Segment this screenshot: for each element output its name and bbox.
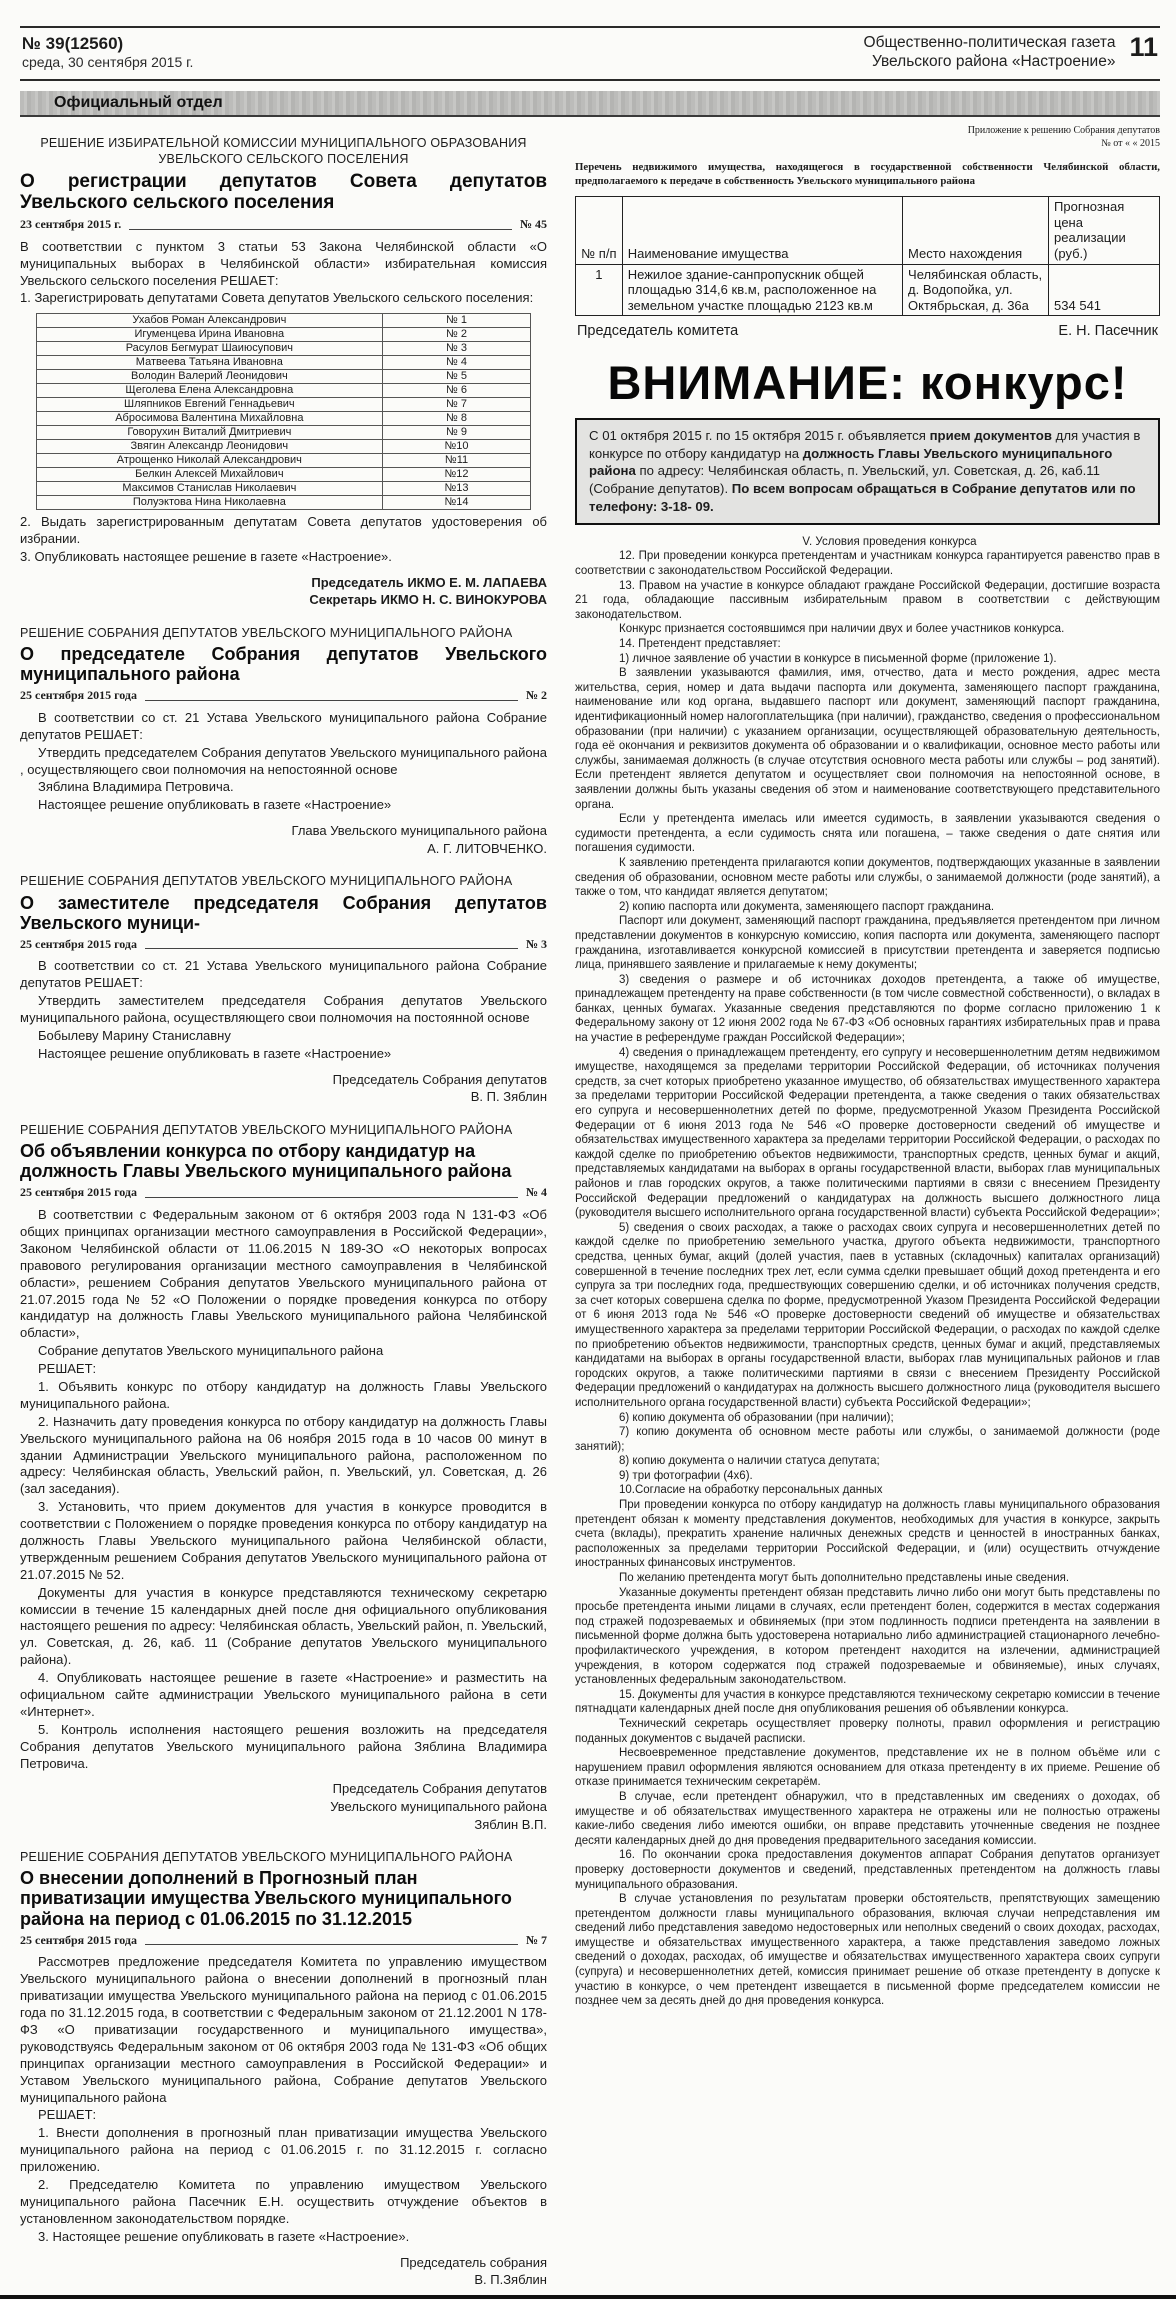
article-paragraph: Настоящее решение опубликовать в газете «Настроение» [38,1045,392,1061]
deputy-row [36,356,530,370]
deputy-row [36,468,530,482]
appendix-note-line1: Приложение к решению Собрания депутатов [967,125,1160,137]
conditions-paragraph: 13. Правом на участие в конкурсе обладают граждане Российской Федерации, достигшие возраста 21 года, обладающие пассивным избирательным правом в соответствии с действующим законодательством. [575,579,1160,621]
paper-block [864,34,1158,71]
conditions-paragraph: 9) три фотографии (4х6). [619,1469,753,1482]
right-column [575,125,1160,2288]
article-dateline [20,688,547,704]
conditions-paragraph: 12. При проведении конкурса претендентам и участникам конкурса гарантируется равенство прав в соответствии с законодательством Российской Федерации. [575,550,1160,578]
dateline-rule [145,948,518,949]
article-dateline [20,937,547,953]
conditions-paragraph: 15. Документы для участия в конкурсе представляются техническому секретарю комиссии в течение пятнадцати календарных дней после дня опубликования решения об объявлении конкурса. [575,1688,1160,1716]
conditions-paragraph: 8) копию документа о наличии статуса депутата; [619,1455,880,1468]
article-headline: О регистрации депутатов Совета депутатов Увельского сельского поселения [20,170,547,213]
deputy-name: Матвеева Татьяна Ивановна [36,356,382,370]
signature-line: Зяблин В.П. [474,1816,547,1832]
deputy-name: Володин Валерий Леонидович [36,370,382,384]
property-header-num: № п/п [576,197,623,264]
conditions-paragraph: 5) сведения о своих расходах, а также о расходах своих супруга и несовершеннолетних детей по каждой сделке по приобретению земельного участка, другого объекта недвижимости, транспортного средства, ценных бумаг, акций (долей участия, паев в уставных (складочных) капиталах организаций) совершенной в течение последних трех лет, если сумма сделки превышает общий доход претендента и его супруга за три последних года, предшествующих совершению сделки, и об источниках получения средств, за счет которых совершена сделка по форме, предусмотренной Указом Президента Российской Федерации от 6 июня 2013 года № 546 «О проверке достоверности сведений об имуществе и обязательствах имущественного характера за пределами территории Российской Федерации, о расходах по каждой сделке по приобретению объектов недвижимости, транспортных средств, ценных бумаг и акций, представляемых кандидатами на выборах в органы государственной власти, выборах глав муниципальных районов и глав городских округов, а также политическими партиями в связи с внесением Президенту Российской Федерации предложений о кандидатурах на должность высшего должностного лица (руководителя высшего исполнительного органа государственной власти) субъекта Российской Федерации»; [575,1221,1160,1409]
issue-block [22,34,193,70]
property-table [575,196,1160,316]
article-paragraph: Документы для участия в конкурсе представляются техническому секретарю комиссии в течение 15 календарных дней после дня официального опубликования настоящего решения по адресу: Челябинская область, Увельский район, п. Увельский, ул. Советская, д. 26, каб. 11 (Собрание депутатов Увельского муниципального района). [20,1584,547,1668]
notice-text-segment: для участия в конкурсе по отбору кандидатур на [589,427,1141,461]
article-dateline [20,1933,547,1949]
deputy-row [36,440,530,454]
page-number: 11 [1129,32,1158,62]
property-cell-price: 534 541 [1049,264,1160,316]
article-number: № 3 [525,936,547,951]
article-date: 23 сентября 2015 г. [20,217,122,232]
article-date: 25 сентября 2015 года [20,936,137,951]
dateline-rule [145,700,518,701]
notice-text-segment: прием документов [929,427,1052,443]
issue-date: среда, 30 сентября 2015 г. [22,53,194,70]
deputy-row [36,342,530,356]
article-headline: О председателе Собрания депутатов Увельского муниципального района [20,643,547,685]
article-date: 25 сентября 2015 года [20,1185,137,1200]
conditions-paragraph: В случае, если претендент обнаружил, что в представленных им сведениях о доходах, об имуществе и об обязательствах имущественного характера не отражены или не полностью отражены какие-либо сведения либо имеются ошибки, он вправе представить уточненные сведения не позднее десяти календарных дней до дня проведения предварительного заседания комиссии. [575,1790,1160,1847]
section-bar [20,91,1160,117]
conditions-paragraph: 3) сведения о размере и об источниках доходов претендента, а также об имуществе, принадлежащем претенденту на праве собственности (в том числе совместной собственности), о вкладах в банках, ценных бумагах. Указанные сведения представляются по форме согласно приложению 1 к Федеральному закону от 12 июня 2002 года № 67-ФЗ «Об основных гарантиях избирательных прав и права на участие в референдуме граждан Российской Федерации»; [575,973,1160,1045]
conditions-paragraph: 7) копию документа об основном месте работы или службы, о занимаемой должности (роде занятий); [575,1426,1160,1453]
paper-title-line2: Увельского района «Настроение» [872,52,1116,70]
article-paragraph: В соответствии со ст. 21 Устава Увельского муниципального района Собрание депутатов РЕШАЕТ: [20,958,547,991]
deputy-row [36,426,530,440]
article-signature [20,1780,547,1833]
article-paragraph: Утвердить заместителем председателя Собрания депутатов Увельского муниципального района, осуществляющего свои полномочия на постоянной основе [20,993,547,1026]
notice-text-segment: С 01 октября 2015 г. по 15 октября 2015 г. объявляется [589,427,930,443]
section-title: Официальный отдел [54,94,223,112]
issue-number: № 39(12560) [22,34,124,53]
deputy-row [36,328,530,342]
deputy-name: Говорухин Виталий Дмитриевич [36,426,382,440]
article-vice-chairman [20,873,547,1106]
property-cell-num: 1 [576,264,623,316]
property-header-name: Наименование имущества [622,197,902,264]
conditions-heading: V. Условия проведения конкурса [802,535,977,548]
article-paragraph: 2. Председателю Комитета по управлению имуществом Увельского муниципального района Пасечник Е.Н. осуществить отчуждение объектов в установленном законодательством порядке. [20,2176,547,2226]
deputy-district-number: №13 [382,482,530,496]
conditions-paragraph: Указанные документы претендент обязан представить лично либо они могут быть представлены по просьбе претендента иными лицами в случаях, если претендент болен, содержится в местах содержания под стражей подозреваемых и обвиняемых (при этом подлинность подписи претендента на заявлении в письменной форме должна быть удостоверена нотариально либо администрацией стационарного лечебно-профилактического учреждения, в котором претендент находится на излечении, администрацией учреждения, в котором содержатся под стражей подозреваемые и обвиняемые), иных случаях, установленных федеральным законодательством. [575,1586,1160,1687]
signature-line: Председатель собрания [400,2254,547,2270]
dateline-rule [145,1944,518,1945]
signature-line: Председатель Собрания депутатов [332,1781,547,1797]
deputy-row [36,482,530,496]
conditions-paragraph: 10.Согласие на обработку персональных данных [619,1484,883,1497]
deputy-district-number: № 4 [382,356,530,370]
article-headline: О внесении дополнений в Прогнозный план приватизации имущества Увельского муниципального района на период с 01.06.2015 по 31.12.2015 [20,1868,512,1929]
article-kicker: РЕШЕНИЕ СОБРАНИЯ ДЕПУТАТОВ УВЕЛЬСКОГО МУНИЦИПАЛЬНОГО РАЙОНА [20,1122,513,1137]
property-header-price: Прогнозная цена реализации (руб.) [1049,197,1160,264]
conditions-paragraph: Несвоевременное представление документов, представление их не в полном объёме или с нарушением правил оформления являются основанием для отказа претенденту в их приеме. Решение об отказе принимается техническим секретарём. [575,1747,1160,1789]
content-columns [20,125,1160,2288]
deputy-row [36,384,530,398]
article-contest-announcement [20,1122,547,1833]
notice-text-segment: по адресу: Челябинская область, п. Увельский, ул. Советская, д. 26, каб.11 (Собрание депутатов). [589,463,1101,497]
article-paragraph: 3. Установить, что прием документов для участия в конкурсе проводится в соответствии с Положением о порядке проведения конкурса по отбору кандидатур на должность Главы Увельского муниципального района Челябинской области, утвержденным решением Собрания депутатов Увельского муниципального района от 21.07.2015 № 52. [20,1499,547,1582]
conditions-paragraph: В случае установления по результатам проверки обстоятельств, препятствующих замещению претендентом должности главы муниципального образования, включая случаи непредставления им сведений либо представления заведомо недостоверных или неполных сведений о своих доходах, расходах, имуществе и обязательствах имущественного характера, а также представления заведомо ложных сведений о доходах, расходах, об имуществе и обязательствах имущественного характера своих супруги (супруга) и несовершеннолетних детей, комиссия принимает решение об отказе претенденту в допуске к участию в конкурсе, о чем претендент извещается в письменной форме председателем комиссии не позднее чем за десять дней до дня проведения конкурса. [575,1893,1160,2008]
appendix-note-line2: № от « « 2015 [1101,137,1160,149]
article-date: 25 сентября 2015 года [20,688,137,703]
conditions-paragraph: Паспорт или документ, заменяющий паспорт гражданина, предъявляется претендентом при личном представлении документов в конкурсную комиссию, копия паспорта или документа, заменяющего паспорт гражданина, изготавливается конкурсной комиссией в присутствии претендента и заверяется подписью лица, принявшего заявление и прилагаемые к нему документы; [575,915,1160,972]
contest-conditions [575,535,1160,2009]
deputy-district-number: № 8 [382,412,530,426]
deputy-district-number: № 3 [382,342,530,356]
page-header [20,26,1160,81]
property-table-header-row [576,197,1160,264]
deputy-name: Расулов Бегмурат Шаиюсупович [36,342,382,356]
article-date: 25 сентября 2015 года [20,1932,137,1947]
contest-notice-box [575,418,1160,525]
article-dateline [20,1185,547,1201]
conditions-paragraph: 14. Претендент представляет: [619,638,781,651]
deputy-name: Щеголева Елена Александровна [36,384,382,398]
article-paragraph: В соответствии со ст. 21 Устава Увельского муниципального района Собрание депутатов РЕШАЕТ: [20,709,547,742]
article-kicker: РЕШЕНИЕ СОБРАНИЯ ДЕПУТАТОВ УВЕЛЬСКОГО МУНИЦИПАЛЬНОГО РАЙОНА [20,625,513,640]
article-signature [20,2254,547,2289]
deputy-name: Полуэктова Нина Николаевна [36,495,382,509]
deputy-district-number: №10 [382,440,530,454]
article-privatization-plan [20,1849,547,2289]
article-paragraph: 4. Опубликовать настоящее решение в газете «Настроение» и разместить на официальном сайте администрации Увельского муниципального района в сети «Интернет». [20,1670,547,1719]
dateline-rule [145,1197,518,1198]
left-column [20,125,547,2288]
conditions-paragraph: При проведении конкурса по отбору кандидатур на должность главы муниципального образования претендент обязан к моменту представления документов, необходимых для участия в конкурсе, закрыть счета (вклады), прекратить хранение наличных денежных средств и ценностей в иностранных банках, расположенных за пределами территории Российской Федерации, и (или) осуществить отчуждение иностранных финансовых инструментов. [575,1499,1160,1570]
deputy-district-number: № 2 [382,328,530,342]
article-paragraph: Зяблина Владимира Петровича. [38,779,234,795]
deputy-name: Белкин Алексей Михайлович [36,468,382,482]
conditions-paragraph: К заявлению претендента прилагаются копии документов, подтверждающих указанные в заявлении сведения об образовании, основном месте работы или службы, о занимаемой должности (роде занятий), а также о том, что кандидат является депутатом; [575,856,1160,899]
conditions-paragraph: 16. По окончании срока предоставления документов аппарат Собрания депутатов организует проверку достоверности документов и сведений, представленных претендентом на должность главы муниципального образования. [575,1849,1160,1891]
deputy-name: Атрощенко Николай Александрович [36,454,382,468]
article-headline: О заместителе председателя Собрания депутатов Увельского муници- [20,892,547,933]
article-number: № 45 [519,217,547,232]
conditions-paragraph: В заявлении указываются фамилия, имя, отчество, дата и место рождения, адрес места жительства, серия, номер и дата выдачи паспорта или документа, заменяющего паспорт гражданина, наименование или код органа, выдавшего паспорт или документ, заменяющий паспорт гражданина, идентификационный номер налогоплательщика (при наличии), гражданство, сведения о профессиональном образовании (при наличии) с указанием организации, осуществляющей образовательную деятельность, года её окончания и реквизитов документа об образовании и о квалификации, основное место работы или службы, занимаемая должность (в случае отсутствия основного места работы или службы – род занятий). Если претендент является депутатом и осуществляет свои полномочия на непостоянной основе, в заявлении должны быть указаны сведения об этом и наименование соответствующего представительного органа. [575,667,1160,811]
property-cell-name: Нежилое здание-санпропускник общей площадью 314,6 кв.м, расположенное на земельном участке площадью 2123 кв.м [622,264,902,316]
deputy-district-number: №11 [382,454,530,468]
paper-title [864,34,1116,71]
article-paragraph: 3. Настоящее решение опубликовать в газете «Настроение». [38,2228,410,2244]
article-paragraph: 2. Назначить дату проведения конкурса по отбору кандидатур на должность Главы Увельского муниципального района на 06 ноября 2015 года в 10 часов 00 минут в здании Администрации Увельского муниципального района, расположенном по адресу: Челябинская область, Увельский район, п. Увельский, ул. Советская, д. 26 (зал заседания). [20,1413,547,1497]
property-cell-location: Челябинская область, д. Водопойка, ул. Октябрьская, д. 36а [903,264,1049,316]
article-signature [20,1071,547,1106]
article-number: № 7 [525,1932,547,1947]
article-paragraph: В соответствии с Федеральным законом от 6 октября 2003 года N 131-ФЗ «Об общих принципах организации местного самоуправления в Российской Федерации», Законом Челябинской области от 11.06.2015 N 189-ЗО «О некоторых вопросах правового регулирования организации местного самоуправления в Челябинской области», решением Собрания депутатов Увельского муниципального района от 21.07.2015 года № 52 «О Положении о порядке проведения конкурса по отбору кандидатур на должность Главы Увельского муниципального района Челябинской области», [20,1207,547,1341]
article-paragraph: В соответствии с пунктом 3 статьи 53 Закона Челябинской области «О муниципальных выборах в Челябинской области» избирательная комиссия Увельского сельского поселения РЕШАЕТ: [20,238,547,288]
dateline-rule [129,229,512,230]
article-kicker: РЕШЕНИЕ СОБРАНИЯ ДЕПУТАТОВ УВЕЛЬСКОГО МУНИЦИПАЛЬНОГО РАЙОНА [20,1850,513,1865]
conditions-paragraph: Технический секретарь осуществляет проверку полноты, правил оформления и регистрацию поданных документов с выдачей расписки. [575,1717,1160,1745]
conditions-paragraph: Конкурс признается состоявшимся при наличии двух и более участников конкурса. [619,623,1065,636]
deputy-district-number: № 5 [382,370,530,384]
article-paragraph: РЕШАЕТ: [38,2107,97,2123]
property-list-title: Перечень недвижимого имущества, находящегося в государственной собственности Челябинской области, предполагаемого к передаче в собственность Увельского муниципального района [575,161,1160,188]
committee-signature-name: Е. Н. Пасечник [1058,323,1158,340]
article-paragraph: 1. Объявить конкурс по отбору кандидатур на должность Главы Увельского муниципального района. [20,1378,547,1411]
article-paragraph: Рассмотрев предложение председателя Комитета по управлению имуществом Увельского муниципального района о внесении дополнений в прогнозный план приватизации имущества Увельского муниципального района на период с 01.06.2015 года по 31.12.2015 года, в соответствии с Федеральным законом от 21.12.2001 N 178-ФЗ «О приватизации государственного и муниципального имущества», руководствуясь Федеральным законом от 06 октября 2003 года № 131-ФЗ «Об общих принципах организации местного самоуправления в Российской Федерации» и Уставом Увельского муниципального района, Собрание депутатов Увельского муниципального района [20,1954,547,2105]
property-header-location: Место нахождения [903,197,1049,264]
committee-signature [577,322,1158,340]
deputies-table [36,313,531,510]
article-paragraph: 5. Контроль исполнения настоящего решения возложить на председателя Собрания депутатов Увельского муниципального района Зяблина Владимира Петровича. [20,1721,547,1771]
deputy-district-number: № 6 [382,384,530,398]
signature-line: Глава Увельского муниципального района [291,823,547,839]
article-paragraph: Бобылеву Марину Станиславну [38,1028,231,1044]
article-paragraph: 2. Выдать зарегистрированным депутатам Совета депутатов удостоверения об избрании. [20,513,547,546]
committee-signature-title: Председатель комитета [577,323,739,340]
article-signature [20,574,547,609]
signature-line: Председатель Собрания депутатов [332,1071,547,1087]
signature-line: В. П. Зяблин [470,1089,547,1105]
deputy-row [36,412,530,426]
signature-line: В. П.Зяблин [474,2272,547,2288]
article-signature [20,822,547,857]
article-number: № 4 [525,1185,547,1200]
deputy-row [36,370,530,384]
conditions-paragraph: 1) личное заявление об участии в конкурсе в письменной форме (приложение 1). [619,652,1057,665]
signature-line: А. Г. ЛИТОВЧЕНКО. [427,840,547,856]
article-kicker: РЕШЕНИЕ ИЗБИРАТЕЛЬНОЙ КОМИССИИ МУНИЦИПАЛЬНОГО ОБРАЗОВАНИЯ УВЕЛЬСКОГО СЕЛЬСКОГО ПОСЕЛЕНИЯ [40,136,527,167]
notice-text-segment: По всем вопросам обращаться в Собрание депутатов или по телефону: 3-18- 09. [589,481,1136,515]
article-headline: Об объявлении конкурса по отбору кандидатур на должность Главы Увельского муниципального района [20,1141,512,1182]
attention-headline: ВНИМАНИЕ: конкурс! [607,355,1128,409]
article-paragraph: РЕШАЕТ: [38,1361,97,1377]
conditions-paragraph: 6) копию документа об образовании (при наличии); [619,1411,894,1424]
appendix-note [575,125,1160,150]
paper-title-line1: Общественно-политическая газета [863,34,1116,51]
article-dateline [20,217,547,233]
signature-line: Секретарь ИКМО Н. С. ВИНОКУРОВА [309,592,547,608]
deputy-district-number: №14 [382,495,530,509]
deputy-district-number: № 9 [382,426,530,440]
deputy-district-number: № 1 [382,314,530,328]
deputy-name: Игуменцева Ирина Ивановна [36,328,382,342]
deputy-row [36,495,530,509]
article-paragraph: 1. Зарегистрировать депутатами Совета депутатов Увельского сельского поселения: [20,290,534,306]
deputy-name: Ухабов Роман Александрович [36,314,382,328]
deputy-name: Максимов Станислав Николаевич [36,482,382,496]
article-paragraph: 1. Внести дополнения в прогнозный план приватизации имущества Увельского муниципального района на период с 01.06.2015 г. по 31.12.2015 г. согласно приложению. [20,2125,547,2175]
notice-text-segment: должность Главы Увельского муниципального района [589,445,1113,479]
conditions-paragraph: 4) сведения о принадлежащем претенденту, его супругу и несовершеннолетним детям недвижимом имуществе, находящемся за пределами территории Российской Федерации, об источниках получения средств, за счет которых приобретено указанное имущество, об обязательствах имущественного характера за пределами территории Российской Федерации претендента, а также сведения о таких обязательствах его супруга и несовершеннолетних детей по форме, предусмотренной Указом Президента Российской Федерации от 6 июня 2013 года № 546 «О проверке достоверности сведений об имуществе и обязательствах имущественного характера за пределами территории Российской Федерации, о расходах по каждой сделке по приобретению объектов недвижимости, транспортных средств, ценных бумаг и акций, представляемых кандидатами на выборах в органы государственной власти, выборах глав муниципальных районов и глав городских округов, а также политическими партиями в связи с внесением Президенту Российской Федерации предложений о кандидатурах на должность высшего должностного лица (руководителя высшего исполнительного органа государственной власти) субъекта Российской Федерации»; [575,1046,1160,1220]
deputy-row [36,314,530,328]
conditions-paragraph: 2) копию паспорта или документа, заменяющего паспорт гражданина. [619,900,995,913]
deputy-name: Звягин Александр Леонидович [36,440,382,454]
conditions-paragraph: Если у претендента имелась или имеется судимость, в заявлении указываются сведения о судимости претендента, а если судимость снята или погашена, – также сведения о дате снятия или погашения судимости. [575,813,1160,855]
conditions-paragraph: По желанию претендента могут быть дополнительно представлены иные сведения. [619,1572,1070,1585]
article-paragraph: Собрание депутатов Увельского муниципального района [38,1343,384,1359]
deputy-name: Абросимова Валентина Михайловна [36,412,382,426]
deputy-district-number: № 7 [382,398,530,412]
article-registration-deputies [20,135,547,609]
article-number: № 2 [525,688,547,703]
article-kicker: РЕШЕНИЕ СОБРАНИЯ ДЕПУТАТОВ УВЕЛЬСКОГО МУНИЦИПАЛЬНОГО РАЙОНА [20,874,513,889]
deputy-name: Шляпников Евгений Геннадьевич [36,398,382,412]
article-paragraph: 3. Опубликовать настоящее решение в газете «Настроение». [20,548,392,564]
signature-line: Председатель ИКМО Е. М. ЛАПАЕВА [311,574,547,590]
property-row [576,264,1160,316]
signature-line: Увельского муниципального района [330,1798,547,1814]
article-paragraph: Настоящее решение опубликовать в газете «Настроение» [38,797,392,813]
deputy-district-number: №12 [382,468,530,482]
deputy-row [36,454,530,468]
deputy-row [36,398,530,412]
article-paragraph: Утвердить председателем Собрания депутатов Увельского муниципального района , осуществляющего свои полномочия на непостоянной основе [20,744,547,777]
article-chairman [20,625,547,858]
